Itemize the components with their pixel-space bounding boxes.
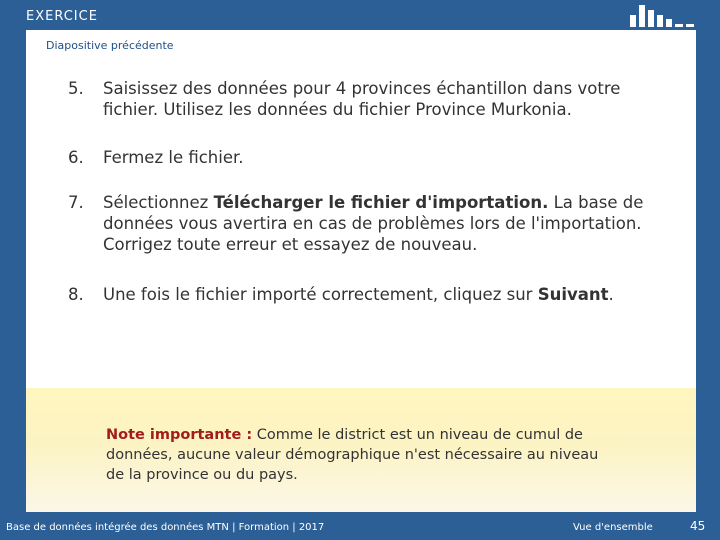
step-text: Fermez le fichier. <box>103 148 244 167</box>
bar-chart-logo-icon <box>630 5 700 27</box>
footer-course-info: Base de données intégrée des données MTN | Formation | 2017 <box>6 522 325 533</box>
header-title: EXERCICE <box>26 9 98 24</box>
page-number: 45 <box>690 519 706 533</box>
previous-slide-link[interactable]: Diapositive précédente <box>46 39 174 52</box>
overview-link[interactable]: Vue d'ensemble <box>573 522 653 533</box>
step-number: 7. <box>68 193 84 212</box>
step-text-end: . <box>608 285 614 304</box>
step-text-end: La base de données vous avertira en cas de problèmes lors de l'importation. Corrigez toute erreur et essayez de nouveau. <box>103 193 644 254</box>
important-note <box>106 425 606 485</box>
step-text <box>103 284 678 305</box>
note-label: Note importante : <box>106 427 253 443</box>
step-text-start: Sélectionnez <box>103 193 214 212</box>
step-number: 5. <box>68 79 84 98</box>
upload-import-file-action: Télécharger le fichier d'importation. <box>213 193 549 212</box>
next-action: Suivant <box>537 285 609 304</box>
step-text <box>103 192 678 255</box>
slide-content-panel <box>26 30 696 512</box>
step-text: Saisissez des données pour 4 provinces échantillon dans votre fichier. Utilisez les données du fichier Province Murkonia. <box>103 79 621 119</box>
note-text: Comme le district est un niveau de cumul de données, aucune valeur démographique n'est nécessaire au niveau de la province ou du pays. <box>106 427 599 483</box>
step-number: 8. <box>68 285 84 304</box>
step-number: 6. <box>68 148 84 167</box>
step-text-start: Une fois le fichier importé correctement, cliquez sur <box>103 285 538 304</box>
